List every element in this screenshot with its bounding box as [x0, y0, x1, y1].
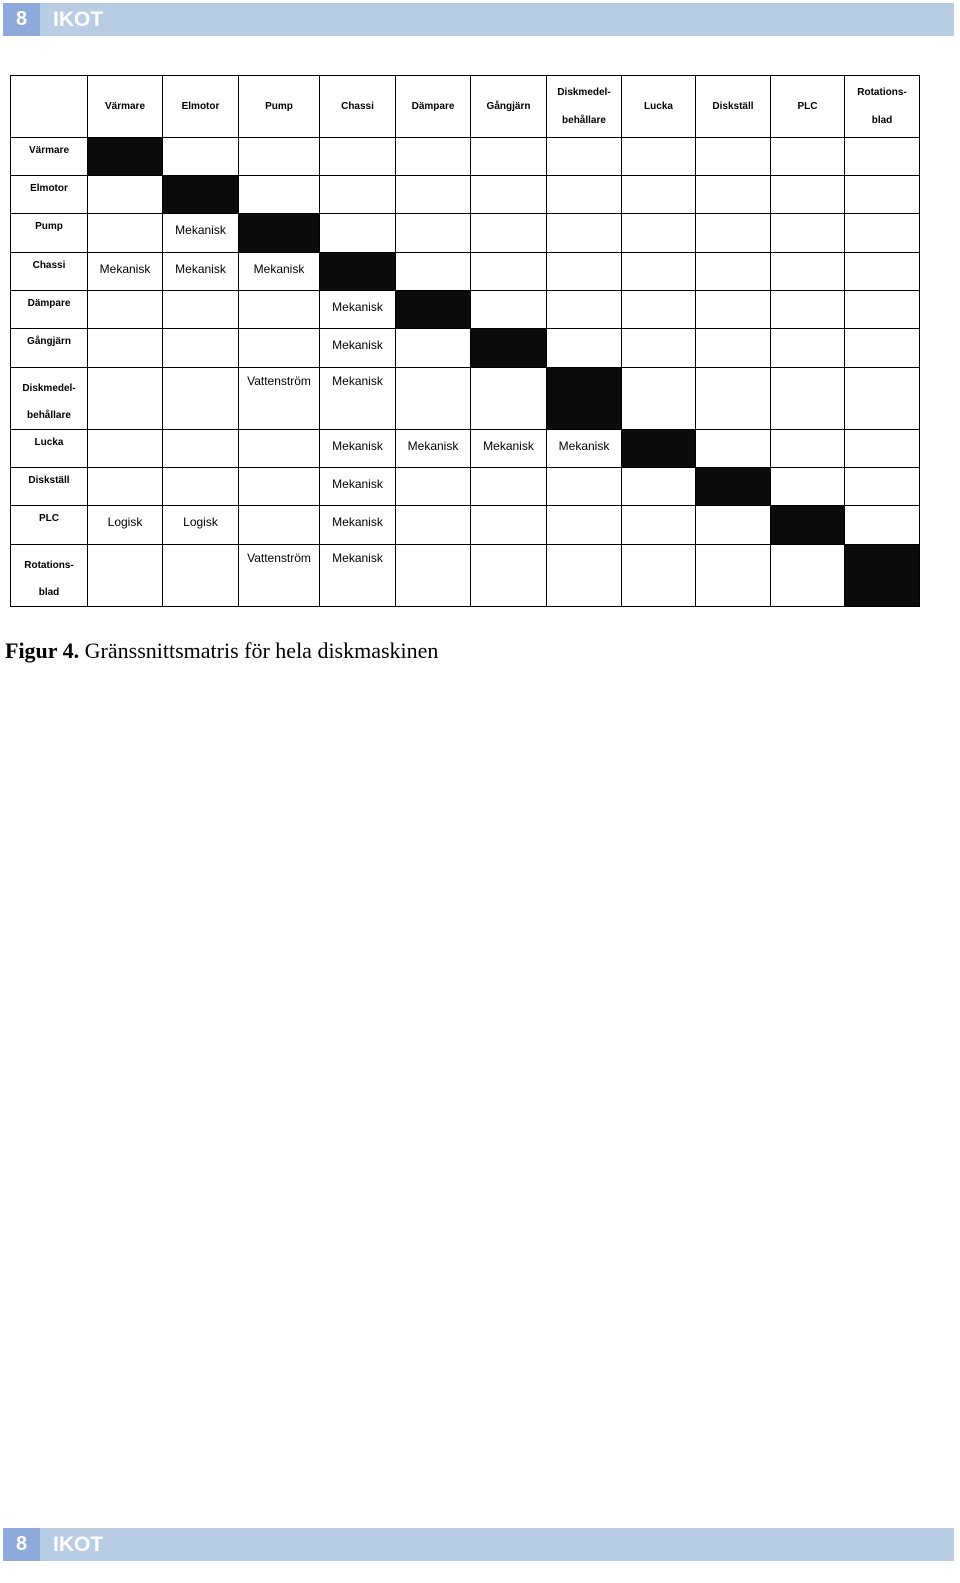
matrix-cell: [696, 214, 771, 253]
row-header-label: Rotations-: [24, 560, 74, 571]
matrix-cell: Logisk: [163, 506, 239, 545]
footer-title: IKOT: [53, 1533, 104, 1556]
matrix-cell: [163, 291, 239, 329]
row-header: [11, 138, 88, 176]
matrix-cell: [471, 138, 547, 176]
matrix-cell: [696, 506, 771, 545]
diagonal-cell: [396, 291, 471, 329]
matrix-cell: [771, 291, 845, 329]
row-header: [11, 214, 88, 253]
matrix-cell: [239, 506, 320, 545]
matrix-cell: Mekanisk: [320, 545, 396, 607]
matrix-cell: [163, 430, 239, 468]
column-header: [163, 76, 239, 138]
column-header-label: Elmotor: [181, 100, 220, 112]
matrix-cell: [845, 214, 920, 253]
row-header-label: Gångjärn: [27, 336, 71, 347]
column-header-label: behållare: [562, 114, 606, 126]
matrix-cell: [845, 368, 920, 430]
matrix-cell: [239, 291, 320, 329]
row-header-label: Dämpare: [27, 298, 71, 309]
row-header: [11, 468, 88, 506]
diagonal-cell: [771, 506, 845, 545]
matrix-cell: [320, 138, 396, 176]
matrix-cell: [622, 291, 696, 329]
matrix-cell: [547, 545, 622, 607]
matrix-cell: [845, 329, 920, 368]
matrix-cell: Mekanisk: [320, 291, 396, 329]
column-header-label: Rotations-: [857, 86, 907, 98]
column-header: [845, 76, 920, 138]
matrix-cell: Mekanisk: [320, 468, 396, 506]
column-header-label: Diskställ: [712, 100, 754, 112]
matrix-cell: [845, 506, 920, 545]
matrix-row: [11, 291, 920, 329]
diagonal-cell: [845, 545, 920, 607]
column-header-label: blad: [871, 114, 893, 126]
matrix-cell: [547, 176, 622, 214]
header-title: IKOT: [53, 8, 104, 31]
matrix-cell: [88, 430, 163, 468]
matrix-cell: Mekanisk: [163, 214, 239, 253]
matrix-row: [11, 506, 920, 545]
matrix-cell: [771, 253, 845, 291]
matrix-cell: [547, 214, 622, 253]
matrix-cell: [396, 329, 471, 368]
interface-matrix: [10, 75, 920, 607]
matrix-cell: Mekanisk: [163, 253, 239, 291]
matrix-cell: [771, 176, 845, 214]
row-header-label: Diskställ: [28, 475, 70, 486]
matrix-cell: [239, 430, 320, 468]
matrix-cell: Mekanisk: [547, 430, 622, 468]
caption-text: Gränssnittsmatris för hela diskmaskinen: [79, 638, 439, 663]
matrix-cell: [696, 291, 771, 329]
column-header: [396, 76, 471, 138]
column-header-label: Pump: [265, 100, 293, 112]
row-header: [11, 329, 88, 368]
row-header: [11, 253, 88, 291]
matrix-cell: Mekanisk: [320, 430, 396, 468]
matrix-cell: Logisk: [88, 506, 163, 545]
diagonal-cell: [163, 176, 239, 214]
matrix-cell: [396, 138, 471, 176]
matrix-cell: Mekanisk: [396, 430, 471, 468]
matrix-cell: [622, 468, 696, 506]
column-header: [696, 76, 771, 138]
matrix-cell: [622, 506, 696, 545]
diagonal-cell: [88, 138, 163, 176]
matrix-cell: [622, 545, 696, 607]
matrix-cell: [696, 176, 771, 214]
matrix-cell: [696, 138, 771, 176]
matrix-cell: [471, 253, 547, 291]
matrix-cell: [88, 468, 163, 506]
matrix-cell: [547, 506, 622, 545]
matrix-row: [11, 138, 920, 176]
column-header-label: Dämpare: [411, 100, 455, 112]
matrix-cell: Mekanisk: [320, 329, 396, 368]
matrix-cell: [88, 176, 163, 214]
matrix-cell: [845, 253, 920, 291]
matrix-cell: [696, 430, 771, 468]
column-header-label: PLC: [797, 100, 818, 112]
matrix-cell: [622, 329, 696, 368]
page-footer: [3, 1528, 954, 1561]
footer-page-number: 8: [3, 1528, 40, 1561]
matrix-cell: [547, 291, 622, 329]
diagonal-cell: [239, 214, 320, 253]
matrix-cell: [88, 291, 163, 329]
figure-caption: [5, 638, 438, 664]
column-header-label: Lucka: [644, 100, 673, 112]
matrix-cell: Mekanisk: [320, 368, 396, 430]
matrix-cell: [163, 468, 239, 506]
matrix-cell: [396, 506, 471, 545]
matrix-cell: [239, 468, 320, 506]
matrix-cell: [320, 176, 396, 214]
matrix-cell: [471, 291, 547, 329]
matrix-cell: [163, 368, 239, 430]
matrix-cell: [771, 430, 845, 468]
matrix-cell: [845, 430, 920, 468]
matrix-row: [11, 253, 920, 291]
matrix-cell: [239, 176, 320, 214]
matrix-cell: [622, 214, 696, 253]
column-header: [471, 76, 547, 138]
diagonal-cell: [547, 368, 622, 430]
row-header: [11, 430, 88, 468]
matrix-cell: [622, 368, 696, 430]
matrix-cell: [547, 468, 622, 506]
matrix-row: [11, 368, 920, 430]
column-header: [320, 76, 396, 138]
row-header-label: blad: [38, 587, 60, 598]
matrix-cell: [396, 468, 471, 506]
page-header: [3, 3, 954, 36]
matrix-cell: [845, 176, 920, 214]
matrix-row: [11, 430, 920, 468]
matrix-cell: [696, 545, 771, 607]
matrix-cell: [845, 138, 920, 176]
matrix-cell: [88, 368, 163, 430]
matrix-cell: [845, 291, 920, 329]
diagonal-cell: [696, 468, 771, 506]
matrix-cell: [547, 138, 622, 176]
matrix-cell: [163, 545, 239, 607]
matrix-cell: [547, 329, 622, 368]
matrix-cell: [471, 214, 547, 253]
row-header-label: Värmare: [28, 145, 70, 156]
matrix-cell: [771, 468, 845, 506]
matrix-cell: [845, 468, 920, 506]
matrix-cell: [396, 545, 471, 607]
row-header-label: Diskmedel-: [22, 383, 76, 394]
caption-label: Figur 4.: [5, 638, 80, 663]
diagonal-cell: [471, 329, 547, 368]
row-header-label: Chassi: [32, 260, 66, 271]
matrix-cell: [396, 214, 471, 253]
matrix-cell: [239, 138, 320, 176]
column-header: [239, 76, 320, 138]
column-header: [547, 76, 622, 138]
diagonal-cell: [622, 430, 696, 468]
row-header-label: Pump: [35, 221, 63, 232]
matrix-cell: [771, 329, 845, 368]
matrix-cell: [396, 176, 471, 214]
matrix-cell: [771, 214, 845, 253]
row-header-label: behållare: [27, 410, 71, 421]
matrix-cell: Vattenström: [239, 545, 320, 607]
matrix-row: [11, 176, 920, 214]
matrix-cell: [163, 329, 239, 368]
matrix-cell: [320, 214, 396, 253]
row-header: [11, 545, 88, 607]
matrix-cell: [471, 545, 547, 607]
matrix-row: [11, 329, 920, 368]
column-header-label: Gångjärn: [486, 100, 531, 112]
matrix-cell: [471, 506, 547, 545]
row-header: [11, 291, 88, 329]
matrix-cell: [771, 138, 845, 176]
matrix-cell: Mekanisk: [239, 253, 320, 291]
matrix-cell: [622, 253, 696, 291]
matrix-cell: [88, 214, 163, 253]
matrix-corner-cell: [11, 76, 88, 138]
matrix-cell: [396, 368, 471, 430]
matrix-row: [11, 545, 920, 607]
matrix-cell: [471, 468, 547, 506]
row-header: [11, 176, 88, 214]
column-header-label: Värmare: [104, 100, 146, 112]
matrix-cell: [396, 253, 471, 291]
row-header: [11, 506, 88, 545]
column-header-label: Chassi: [341, 100, 374, 112]
diagonal-cell: [320, 253, 396, 291]
matrix-cell: [696, 329, 771, 368]
row-header-label: Elmotor: [30, 183, 68, 194]
matrix-cell: [471, 176, 547, 214]
row-header-label: Lucka: [34, 437, 64, 448]
matrix-cell: [771, 368, 845, 430]
matrix-cell: [471, 368, 547, 430]
matrix-cell: [547, 253, 622, 291]
matrix-cell: Mekanisk: [88, 253, 163, 291]
matrix-cell: Mekanisk: [320, 506, 396, 545]
column-header: [771, 76, 845, 138]
column-header: [88, 76, 163, 138]
matrix-cell: [696, 368, 771, 430]
row-header: [11, 368, 88, 430]
column-header-label: Diskmedel-: [557, 86, 611, 98]
column-header: [622, 76, 696, 138]
matrix-cell: Mekanisk: [471, 430, 547, 468]
matrix-row: [11, 468, 920, 506]
matrix-cell: [696, 253, 771, 291]
row-header-label: PLC: [39, 513, 59, 524]
matrix-cell: [622, 176, 696, 214]
matrix-cell: Vattenström: [239, 368, 320, 430]
matrix-row: [11, 214, 920, 253]
matrix-cell: [622, 138, 696, 176]
matrix-cell: [771, 545, 845, 607]
matrix-cell: [239, 329, 320, 368]
page-number: 8: [3, 3, 40, 36]
matrix-cell: [88, 329, 163, 368]
matrix-cell: [88, 545, 163, 607]
matrix-cell: [163, 138, 239, 176]
